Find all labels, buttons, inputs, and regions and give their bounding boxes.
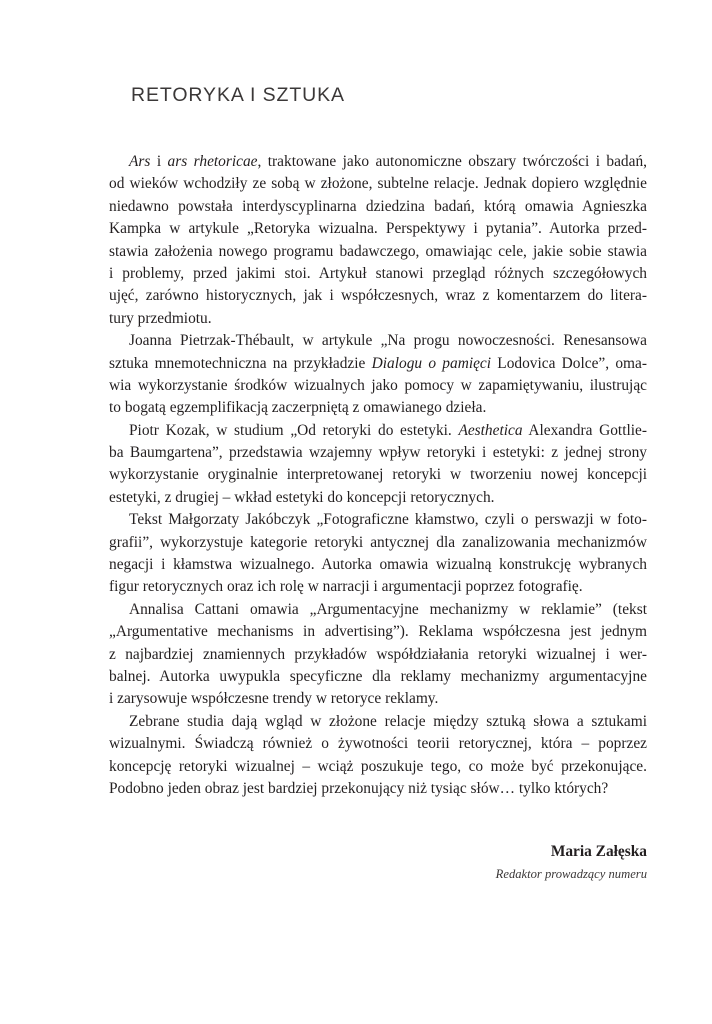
text-segment: niedawno powstała interdyscyplinarna dziedzina badań, którą omawia Agnieszka [109,197,647,215]
text-segment: ujęć, zarówno historycznych, jak i współczesnych, wraz z komentarzem do litera- [109,287,647,305]
text-line [109,353,647,375]
text-segment: i [150,153,168,170]
paragraph [109,509,647,599]
text-line [109,733,647,755]
text-segment: wizualnymi. Świadczą również o żywotności teorii retorycznej, która – poprzez [109,735,647,753]
page-title: RETORYKA I SZTUKA [131,84,345,106]
text-segment: to bogatą egzemplifikacją zaczerpniętą z omawianego dzieła. [109,399,487,417]
text-segment: estetyki, z drugiej – wkład estetyki do koncepcji retorycznych. [109,488,495,506]
text-line [109,241,647,263]
text-segment: figur retorycznych oraz ich rolę w narracji i argumentacji poprzez fotografię. [109,578,583,596]
text-segment: tury przedmiotu. [109,309,212,327]
text-line [109,688,647,710]
text-segment: sztuka mnemotechniczna na przykładzie [109,354,372,372]
text-line [109,196,647,218]
text-segment: grafii”, wykorzystuje kategorie retoryki antycznej dla zanalizowania mechanizmów [109,533,647,551]
text-line [109,218,647,240]
text-line [109,621,647,643]
text-line [109,554,647,576]
paragraph [109,711,647,801]
text-line [109,711,647,733]
text-line [109,151,647,173]
text-segment: Tekst Małgorzaty Jakóbczyk „Fotograficzne kłamstwo, czyli o perswazji w foto- [129,511,647,529]
text-segment: Alexandra Gottlie- [522,421,647,439]
text-segment: od wieków wchodziły ze sobą w złożone, subtelne relacje. Jednak dopiero względnie [109,175,647,193]
author-name: Maria Załęska [550,843,647,860]
text-segment: koncepcję retoryki wizualnej – wciąż poszukuje tego, co może być przekonujące. [109,757,647,775]
text-segment: Lodovica Dolce”, oma- [491,354,647,372]
article-body [109,151,647,800]
text-line [109,173,647,195]
text-segment: „Argumentative mechanisms in advertising”). Reklama współczesna jest jednym [109,623,647,641]
text-segment: Joanna Pietrzak-Thébault, w artykule „Na progu nowoczesności. Renesansowa [129,332,647,350]
text-line [109,644,647,666]
document-page [109,0,647,1024]
italic-title: Dialogu o pamięci [371,354,492,372]
text-line [109,308,647,330]
text-segment: wia wykorzystanie środków wizualnych jako pomocy w zapamiętywaniu, ilustrując [109,376,647,394]
italic-title: ars rhetoricae [167,153,258,170]
text-line [109,532,647,554]
text-segment: wykorzystanie oryginalnie interpretowanej retoryki w tworzeniu nowej koncepcji [109,466,647,484]
text-line [109,756,647,778]
text-segment: z najbardziej znamiennych przykładów współdziałania retoryki wizualnej i wer- [109,645,647,663]
text-line [109,464,647,486]
text-line [109,666,647,688]
text-segment: Piotr Kozak, w studium „Od retoryki do estetyki. [129,421,459,439]
text-segment: , traktowane jako autonomiczne obszary twórczości i badań, [257,153,647,170]
text-segment: Zebrane studia dają wgląd w złożone relacje między sztuką słowa a sztukami [129,712,647,730]
paragraph [109,151,647,330]
paragraph [109,420,647,510]
text-line [109,442,647,464]
text-segment: balnej. Autorka uwypukla specyficzne dla reklamy mechanizmy argumentacyjne [109,667,647,685]
text-line [109,487,647,509]
paragraph [109,599,647,711]
text-segment: i zarysowuje współczesne trendy w retoryce reklamy. [109,690,439,708]
text-segment: ba Baumgartena”, przedstawia wzajemny wpływ retoryki i estetyki: z jednej strony [109,444,647,462]
text-line [109,576,647,598]
text-line [109,778,647,800]
text-segment: stawia założenia nowego programu badawczego, omawiając cele, jakie sobie stawia [109,242,647,260]
text-line [109,420,647,442]
text-line [109,375,647,397]
text-line [109,509,647,531]
italic-title: Ars [129,153,151,170]
text-line [109,397,647,419]
text-segment: Annalisa Cattani omawia „Argumentacyjne mechanizmy w reklamie” (tekst [129,600,647,618]
text-segment: Kampka w artykule „Retoryka wizualna. Perspektywy i pytania”. Autorka przed- [109,220,647,238]
text-line [109,285,647,307]
text-line [109,263,647,285]
text-segment: Podobno jeden obraz jest bardziej przekonujący niż tysiąc słów… tylko których? [109,779,609,797]
author-role: Redaktor prowadzący numeru [495,867,647,881]
text-segment: negacji i kłamstwa wizualnego. Autorka omawia wizualną konstrukcję wybranych [109,556,647,574]
text-segment: i problemy, przed jakimi stoi. Artykuł stanowi przegląd różnych szczegółowych [109,264,647,282]
text-line [109,330,647,352]
italic-title: Aesthetica [458,421,523,439]
signature-block [496,840,647,884]
paragraph [109,330,647,420]
text-line [109,599,647,621]
